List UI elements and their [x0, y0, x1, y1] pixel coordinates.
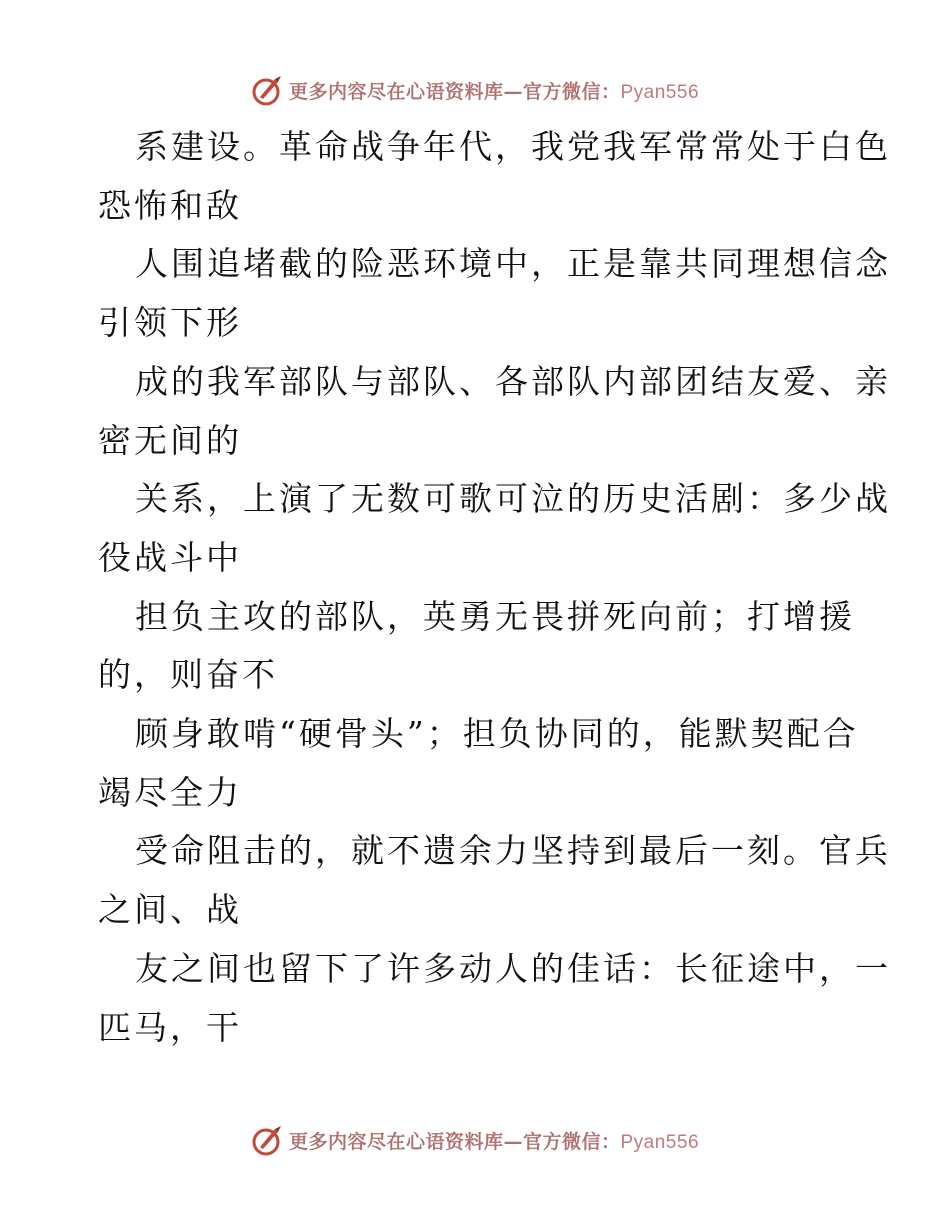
paragraph-5	[0, 588, 950, 705]
paragraph-3	[0, 353, 950, 470]
line: 关系，上演了无数可歌可泣的历史活剧：多少战	[135, 479, 891, 519]
line: 匹马，干	[98, 1007, 242, 1047]
line: 顾身敢啃“硬骨头”；担负协同的，能默契配合	[135, 714, 859, 754]
footer-banner	[0, 1120, 950, 1160]
footer-site-text: 更多内容尽在心语资料库—官方微信：	[288, 1130, 621, 1153]
line: 引领下形	[98, 303, 242, 343]
paragraph-7	[0, 822, 950, 939]
paragraph-2	[0, 235, 950, 352]
header-wechat-id: Pyan556	[620, 81, 700, 103]
line: 役战斗中	[98, 537, 242, 577]
line: 友之间也留下了许多动人的佳话：长征途中，一	[135, 948, 891, 988]
line: 恐怖和敌	[98, 185, 242, 225]
line: 的，则奋不	[98, 655, 278, 695]
line: 成的我军部队与部队、各部队内部团结友爱、亲	[135, 361, 891, 401]
header-text	[289, 77, 699, 104]
line: 人围追堵截的险恶环境中，正是靠共同理想信念	[135, 244, 891, 284]
document-body	[0, 118, 950, 1057]
line: 受命阻击的，就不遗余力坚持到最后一刻。官兵	[135, 831, 891, 871]
paragraph-8	[0, 940, 950, 1057]
quill-logo-icon	[251, 1123, 285, 1157]
line: 密无间的	[98, 420, 242, 460]
line: 担负主攻的部队，英勇无畏拼死向前；打增援	[135, 596, 855, 636]
line: 系建设。革命战争年代，我党我军常常处于白色	[135, 127, 891, 166]
paragraph-1	[0, 118, 950, 235]
line: 竭尽全力	[98, 772, 242, 812]
header-site-text: 更多内容尽在心语资料库—官方微信：	[288, 80, 621, 103]
paragraph-6	[0, 705, 950, 822]
footer-text	[289, 1127, 699, 1154]
header-banner	[0, 70, 950, 110]
line: 之间、战	[98, 890, 242, 930]
quill-logo-icon	[251, 73, 285, 107]
footer-wechat-id: Pyan556	[620, 1131, 700, 1153]
paragraph-4	[0, 470, 950, 587]
